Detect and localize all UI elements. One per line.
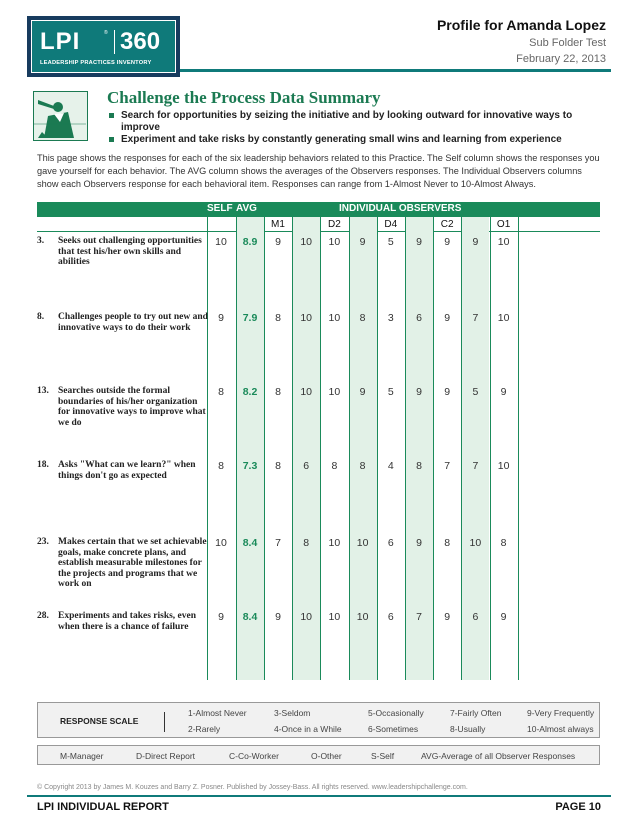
avg-score: 8.2 (242, 386, 258, 398)
observer-score: 6 (387, 537, 394, 549)
sub-folder: Sub Folder Test (529, 37, 606, 49)
observer-score: 10 (356, 611, 369, 623)
item-number: 8. (37, 312, 45, 322)
observer-score: 9 (416, 386, 422, 398)
observer-score: 10 (328, 611, 341, 623)
observer-score: 9 (275, 236, 281, 248)
legend-item: D-Direct Report (136, 751, 196, 761)
avg-header: AVG (236, 203, 257, 214)
avg-score: 7.9 (242, 312, 258, 324)
report-title: LPI INDIVIDUAL REPORT (37, 801, 169, 813)
report-date: February 22, 2013 (516, 53, 606, 65)
observer-score: 8 (303, 537, 310, 549)
item-number: 18. (37, 460, 49, 470)
observer-score: 10 (497, 236, 510, 248)
observer-score: 5 (472, 386, 479, 398)
observer-score: 10 (328, 386, 341, 398)
scale-item: 9-Very Frequently (527, 708, 595, 718)
table-header-bar (37, 202, 600, 217)
observer-score: 3 (387, 312, 394, 324)
scale-item: 2-Rarely (188, 724, 221, 734)
copyright-notice: © Copyright 2013 by James M. Kouzes and Barry Z. Posner. Published by Jossey-Bass. All rights reserved. www.leadershipchallenge.com. (37, 784, 468, 791)
observer-score: 9 (444, 236, 451, 248)
observer-score: 6 (472, 611, 479, 623)
scale-item: 6-Sometimes (368, 724, 419, 734)
behavior-text: Asks "What can we learn?" when things don't go as expected (58, 460, 196, 481)
legend-item: M-Manager (60, 751, 104, 761)
lpi-logo (27, 16, 180, 77)
scale-item: 5-Occasionally (368, 708, 424, 718)
observer-score: 9 (359, 386, 366, 398)
header-divider (180, 69, 611, 72)
section-title: Challenge the Process Data Summary (107, 88, 381, 107)
observer-score: 8 (275, 460, 281, 472)
profile-header (437, 17, 606, 65)
observer-score: 7 (275, 537, 281, 549)
observers-header: INDIVIDUAL OBSERVERS (339, 203, 462, 214)
observer-score: 8 (359, 312, 366, 324)
self-header: SELF (207, 203, 233, 214)
observer-score: 8 (444, 537, 451, 549)
avg-score: 8.4 (242, 537, 258, 549)
intro-paragraph: This page shows the responses for each of the six leadership behaviors related to this Practice. The Self column shows the responses you gave yourself for each behavior. The AVG column shows the averages of the Observers responses. The Individual Observers columns show each Observers response for each behavioral item. Responses can range from 1-Almost Never to 10-Almost Always. (37, 153, 600, 189)
footer-divider (27, 795, 611, 797)
logo-divider (114, 30, 115, 54)
practice-bullets (107, 110, 602, 147)
behavior-text: Seeks out challenging opportunities that test his/her own skills and abilities (58, 236, 202, 268)
observer-score: 7 (472, 460, 479, 472)
observer-score: 10 (300, 386, 313, 398)
self-score: 10 (215, 537, 227, 549)
bullet-item: Search for opportunities by seizing the initiative and by looking outward for innovative ways to improve (107, 110, 602, 133)
scale-item: 3-Seldom (274, 708, 311, 718)
behavior-text: Challenges people to try out new and innovative ways to do their work (58, 312, 208, 333)
observer-score: 10 (328, 537, 341, 549)
item-number: 23. (37, 537, 49, 547)
profile-name: Profile for Amanda Lopez (436, 17, 606, 33)
observer-score: 7 (472, 312, 479, 324)
observer-score: 9 (472, 236, 479, 248)
observer-score: 5 (387, 386, 394, 398)
self-score: 9 (218, 611, 224, 623)
behavior-text: Experiments and takes risks, even when there is a chance of failure (58, 611, 197, 632)
observer-column-header: D4 (384, 219, 398, 230)
observer-score: 10 (300, 611, 313, 623)
legend-item: S-Self (371, 751, 395, 761)
observer-score: 10 (328, 312, 341, 324)
scale-item: 7-Fairly Often (450, 708, 502, 718)
observer-column-header: C2 (440, 219, 454, 230)
observer-score: 9 (416, 537, 422, 549)
observer-score: 8 (331, 460, 338, 472)
observer-score: 9 (359, 236, 366, 248)
column-rule (518, 217, 519, 680)
item-number: 3. (37, 236, 45, 246)
observer-score: 9 (500, 386, 507, 398)
self-score: 10 (215, 236, 227, 248)
observer-score: 10 (497, 460, 510, 472)
observer-score: 8 (500, 537, 507, 549)
observer-score: 6 (303, 460, 310, 472)
observer-score: 10 (300, 312, 313, 324)
observer-score: 9 (416, 236, 422, 248)
logo-360: 360 (120, 28, 161, 55)
observer-score: 7 (444, 460, 451, 472)
leader-pointing-illustration-icon (33, 91, 88, 141)
behavior-text: Makes certain that we set achievable goals, make concrete plans, and establish measurable milestones for the projects and programs that we work on (58, 537, 207, 590)
avg-score: 7.3 (242, 460, 258, 472)
observer-score: 9 (500, 611, 507, 623)
observer-legend (37, 745, 600, 765)
response-scale-label: RESPONSE SCALE (60, 716, 139, 726)
observer-score: 10 (328, 236, 341, 248)
observer-score: 6 (387, 611, 394, 623)
logo-subtitle: LEADERSHIP PRACTICES INVENTORY (40, 60, 152, 66)
observer-score: 7 (416, 611, 422, 623)
observer-score: 9 (444, 386, 451, 398)
page-number: PAGE 10 (555, 801, 601, 813)
scale-item: 4-Once in a While (274, 724, 342, 734)
observer-score: 10 (356, 537, 369, 549)
observer-score: 8 (359, 460, 366, 472)
observer-score: 4 (387, 460, 394, 472)
avg-score: 8.9 (242, 236, 258, 248)
observer-column-header: D2 (327, 219, 341, 230)
observer-score: 5 (387, 236, 394, 248)
data-summary-table (37, 202, 600, 632)
observer-score: 9 (444, 312, 451, 324)
observer-column-header: M1 (271, 219, 285, 230)
observer-score: 6 (416, 312, 422, 324)
observer-score: 9 (444, 611, 451, 623)
bullet-item: Experiment and take risks by constantly generating small wins and learning from experience (107, 134, 602, 146)
logo-trademark: ® (104, 30, 108, 36)
self-score: 9 (218, 312, 224, 324)
scale-divider (164, 712, 165, 732)
observer-column-header: O1 (496, 219, 511, 230)
scale-item: 8-Usually (450, 724, 486, 734)
item-number: 13. (37, 386, 49, 396)
response-scale (37, 702, 600, 738)
observer-score: 8 (275, 386, 281, 398)
observer-score: 10 (497, 312, 510, 324)
legend-item: C-Co-Worker (229, 751, 279, 761)
observer-score: 10 (469, 537, 482, 549)
self-score: 8 (218, 460, 224, 472)
scale-item: 10-Almost always (527, 724, 594, 734)
observer-score: 8 (275, 312, 281, 324)
observer-score: 8 (416, 460, 422, 472)
behavior-text: Searches outside the formal boundaries of his/her organization for innovative ways to improve what we do (58, 386, 206, 428)
logo-lpi: LPI (40, 28, 81, 55)
legend-item: AVG-Average of all Observer Responses (421, 751, 576, 761)
legend-item: O-Other (311, 751, 342, 761)
avg-score: 8.4 (242, 611, 258, 623)
self-score: 8 (218, 386, 224, 398)
observer-score: 10 (300, 236, 313, 248)
item-number: 28. (37, 611, 49, 621)
observer-score: 9 (275, 611, 281, 623)
scale-item: 1-Almost Never (188, 708, 247, 718)
